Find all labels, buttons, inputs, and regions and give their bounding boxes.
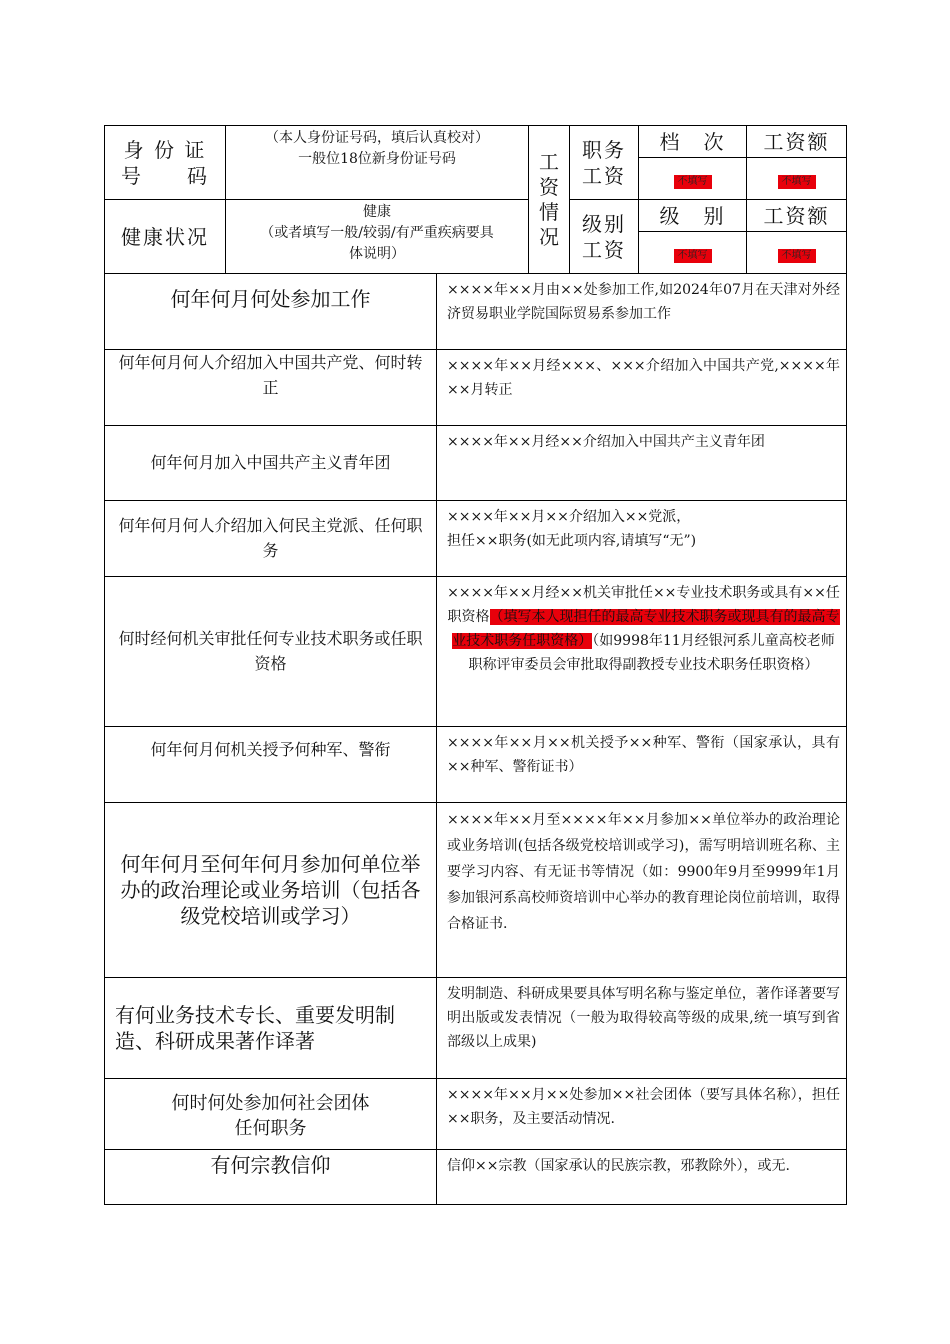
democratic-party-line1: ××××年××月××介绍加入××党派， bbox=[447, 508, 691, 525]
row-label-religion: 有何宗教信仰 bbox=[105, 1149, 437, 1204]
social-group-line2: 任何职务 bbox=[234, 1117, 307, 1139]
table-row bbox=[105, 802, 847, 977]
row-value-professional-title[interactable] bbox=[437, 576, 847, 726]
row-value-training[interactable]: ××××年××月至××××年××月参加××单位举办的政治理论或业务培训(包括各级党校培训或学习)，需写明培训班名称、主要学习内容、有无证书等情况（如：9900年9月至9999年1月参加银河系高校师资培训中心举办的教育理论岗位前培训，取得合格证书. bbox=[437, 802, 847, 977]
level-wage-line2: 工资 bbox=[582, 237, 626, 262]
row-value-democratic-party[interactable] bbox=[437, 500, 847, 576]
amount-header-2: 工资额 bbox=[747, 200, 847, 232]
no-fill-tag: 不填写 bbox=[674, 249, 712, 263]
duty-grade-cell[interactable] bbox=[639, 158, 747, 200]
amount-header: 工资额 bbox=[747, 126, 847, 158]
duty-amount-cell[interactable] bbox=[747, 158, 847, 200]
row-value-military-rank[interactable]: ××××年××月××机关授予××种军、警衔（国家承认，具有××种军、警衔证书） bbox=[437, 726, 847, 802]
row-label-party-join: 何年何月何人介绍加入中国共产党、何时转正 bbox=[105, 349, 437, 425]
table-row bbox=[105, 425, 847, 500]
professional-title-example: （如9998年11月经银河系儿童高校老师职称评审委员会审批取得副教授专业技术职务任职资格） bbox=[468, 632, 835, 673]
no-fill-tag: 不填写 bbox=[778, 175, 816, 189]
health-line2: （或者填写一般/较弱/有严重疾病要具 bbox=[260, 225, 494, 241]
democratic-party-line2: 担任××职务(如无此项内容,请填写“无”) bbox=[447, 532, 697, 549]
history-table bbox=[104, 274, 847, 1205]
duty-wage-label bbox=[570, 126, 639, 200]
table-row bbox=[105, 1078, 847, 1149]
row-label-democratic-party: 何年何月何人介绍加入何民主党派、任何职务 bbox=[105, 500, 437, 576]
grade-header: 档 次 bbox=[639, 126, 747, 158]
table-row bbox=[105, 1149, 847, 1204]
row-value-league-join[interactable]: ××××年××月经××介绍加入中国共产主义青年团 bbox=[437, 425, 847, 500]
health-line1: 健康 bbox=[363, 204, 391, 220]
level-wage-label bbox=[570, 200, 639, 274]
row-label-work-start: 何年何月何处参加工作 bbox=[105, 274, 437, 349]
row-value-work-start[interactable]: ××××年××月由××处参加工作,如2024年07月在天津对外经济贸易职业学院国际贸易系参加工作 bbox=[437, 274, 847, 349]
registration-form bbox=[104, 125, 846, 1205]
level-header: 级 别 bbox=[639, 200, 747, 232]
row-label-training: 何年何月至何年何月参加何单位举办的政治理论或业务培训（包括各级党校培训或学习） bbox=[105, 802, 437, 977]
duty-wage-line2: 工资 bbox=[582, 163, 626, 188]
personal-info-table bbox=[104, 125, 847, 274]
id-number-field[interactable] bbox=[226, 126, 529, 200]
row-label-professional-title: 何时经何机关审批任何专业技术职务或任职资格 bbox=[105, 576, 437, 726]
professional-title-text: ××××年××月经××机关审批任××专业技术职务或具有××任职资格 bbox=[447, 584, 840, 625]
no-fill-tag: 不填写 bbox=[778, 249, 816, 263]
table-row bbox=[105, 576, 847, 726]
row-label-military-rank: 何年何月何机关授予何种军、警衔 bbox=[105, 726, 437, 802]
health-status-label: 健康状况 bbox=[105, 200, 226, 274]
level-grade-cell[interactable] bbox=[639, 232, 747, 274]
level-wage-line1: 级别 bbox=[582, 211, 626, 236]
id-label-line2: 号 码 bbox=[121, 163, 209, 188]
id-note-line1: （本人身份证号码，填后认真校对） bbox=[265, 130, 489, 146]
level-amount-cell[interactable] bbox=[747, 232, 847, 274]
salary-section-label: 工资情况 bbox=[529, 126, 570, 274]
social-group-line1: 何时何处参加何社会团体 bbox=[171, 1092, 370, 1114]
row-value-social-group[interactable]: ××××年××月××处参加××社会团体（要写具体名称），担任××职务，及主要活动情况. bbox=[437, 1078, 847, 1149]
professional-title-highlight: （填写本人现担任的最高专业技术职务或现具有的最高专业技术职务任职资格） bbox=[452, 608, 840, 649]
id-note-line2: 一般位18位新身份证号码 bbox=[298, 151, 456, 167]
table-row bbox=[105, 726, 847, 802]
duty-wage-line1: 职务 bbox=[582, 137, 626, 162]
table-row bbox=[105, 349, 847, 425]
health-line3: 体说明） bbox=[349, 246, 405, 262]
row-label-social-group bbox=[105, 1078, 437, 1149]
table-row bbox=[105, 977, 847, 1078]
row-value-party-join[interactable]: ××××年××月经×××、×××介绍加入中国共产党,××××年××月转正 bbox=[437, 349, 847, 425]
row-value-expertise[interactable]: 发明制造、科研成果要具体写明名称与鉴定单位，著作译著要写明出版或发表情况（一般为取得较高等级的成果,统一填写到省部级以上成果) bbox=[437, 977, 847, 1078]
id-label-line1: 身 份 证 bbox=[123, 137, 207, 162]
table-row bbox=[105, 500, 847, 576]
id-number-label bbox=[105, 126, 226, 200]
no-fill-tag: 不填写 bbox=[674, 175, 712, 189]
table-row bbox=[105, 274, 847, 349]
row-label-expertise: 有何业务技术专长、重要发明制造、科研成果著作译著 bbox=[105, 977, 437, 1078]
health-status-field[interactable] bbox=[226, 200, 529, 274]
row-label-league-join: 何年何月加入中国共产主义青年团 bbox=[105, 425, 437, 500]
row-value-religion[interactable]: 信仰××宗教（国家承认的民族宗教，邪教除外），或无. bbox=[437, 1149, 847, 1204]
